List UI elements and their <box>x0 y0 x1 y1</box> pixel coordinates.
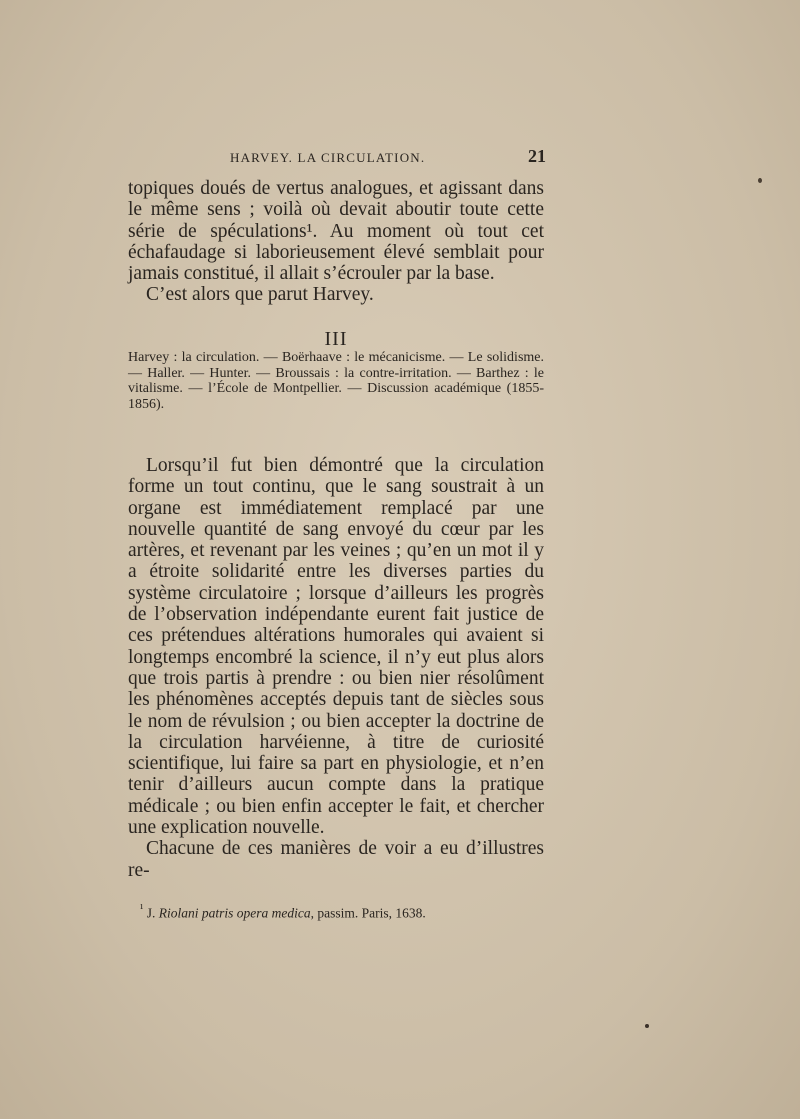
paragraph-2: C’est alors que parut Harvey. <box>146 284 374 306</box>
page-number: 21 <box>528 146 546 166</box>
footnote-rest: , passim. Paris, 1638. <box>310 905 426 921</box>
footnote-marker: ¹ <box>140 903 144 915</box>
paragraph-4: Chacune de ces manières de voir a eu d’illustres re- <box>128 838 544 881</box>
section-summary: Harvey : la circulation. — Boërhaave : le mécanicisme. — Le solidisme. — Haller. — Hunter. — Broussais : la contre-irritation. — Barthez : le vitalisme. — l’École de Montpellier. — Discussion académique (1855-1856). <box>128 350 544 412</box>
paper-speck <box>645 1024 649 1028</box>
paper-speck <box>758 178 762 183</box>
paragraph-3: Lorsqu’il fut bien démontré que la circulation forme un tout continu, que le sang soustrait à un organe est immédiatement remplacé par une nouvelle quantité de sang envoyé du cœur par les artères, et revenant par les veines ; qu’en un mot il y a étroite solidarité entre les diverses parties du système circulatoire ; lorsque d’ailleurs les progrès de l’observation indépendante eurent fait justice de ces prétendues altérations humorales qui avaient si longtemps encombré la science, il n’y eut plus alors que trois partis à prendre : ou bien nier résolûment les phénomènes acceptés depuis tant de siècles sous le nom de révulsion ; ou bien accepter la doctrine de la circulation harvéienne, à titre de curiosité scientifique, lui faire sa part en physiologie, et n’en tenir d’ailleurs aucun compte dans la pratique médicale ; ou bien enfin accepter le fait, et chercher une explication nouvelle. <box>128 455 544 839</box>
footnote <box>140 903 545 922</box>
section-number: III <box>324 328 348 350</box>
opening-text <box>128 178 544 306</box>
running-title: HARVEY. LA CIRCULATION. <box>230 150 426 165</box>
footnote-work-title: Riolani patris opera medica <box>158 905 311 921</box>
footnote-author: J. <box>146 905 156 921</box>
paragraph-1: topiques doués de vertus analogues, et agissant dans le même sens ; voilà où devait aboutir toute cette série de spéculations¹. Au moment où tout cet échafaudage si laborieusement élevé semblait pour jamais constitué, il allait s’écrouler par la base. <box>128 178 544 285</box>
main-text <box>128 455 544 881</box>
